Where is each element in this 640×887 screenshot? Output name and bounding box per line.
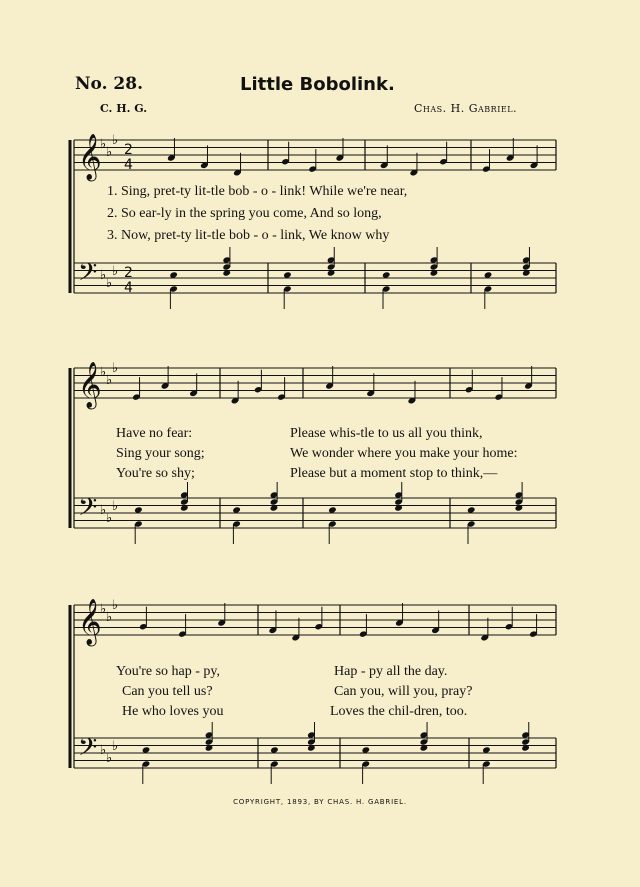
verse-2-line-3a: Can you tell us? bbox=[122, 684, 213, 699]
flat-icon: ♭ bbox=[100, 743, 107, 758]
verse-2-line-2b: We wonder where you make your home: bbox=[290, 446, 518, 461]
verse-1-line-2b: Please whis-tle to us all you think, bbox=[290, 426, 483, 441]
flat-icon: ♭ bbox=[100, 503, 107, 518]
flat-icon: ♭ bbox=[112, 499, 119, 514]
flat-icon: ♭ bbox=[106, 751, 113, 766]
bass-clef-icon: 𝄢 bbox=[78, 258, 98, 293]
flat-icon: ♭ bbox=[112, 264, 119, 279]
flat-icon: ♭ bbox=[106, 610, 113, 625]
flat-icon: ♭ bbox=[106, 145, 113, 160]
treble-clef-icon: 𝄞 bbox=[78, 362, 102, 408]
flat-icon: ♭ bbox=[112, 598, 119, 613]
verse-3-line-3a: He who loves you bbox=[122, 704, 224, 719]
verse-3-line-3b: Loves the chil-dren, too. bbox=[330, 704, 468, 719]
bass-clef-icon: 𝄢 bbox=[78, 733, 98, 768]
treble-clef-icon: 𝄞 bbox=[78, 599, 102, 645]
bass-clef-icon: 𝄢 bbox=[78, 493, 98, 528]
verse-2-line-3b: Can you, will you, pray? bbox=[334, 684, 473, 699]
flat-icon: ♭ bbox=[100, 365, 107, 380]
verse-3-line-2b: Please but a moment stop to think,— bbox=[290, 466, 498, 481]
hymn-number: No. 28. bbox=[75, 74, 143, 94]
flat-icon: ♭ bbox=[112, 361, 119, 376]
flat-icon: ♭ bbox=[106, 511, 113, 526]
lyricist-credit: C. H. G. bbox=[100, 102, 148, 115]
verse-2-line-2a: Sing your song; bbox=[116, 446, 205, 461]
flat-icon: ♭ bbox=[100, 602, 107, 617]
time-signature: 2 bbox=[124, 142, 133, 158]
flat-icon: ♭ bbox=[106, 276, 113, 291]
time-signature: 4 bbox=[124, 157, 133, 173]
verse-2-line-1: 2. So ear-ly in the spring you come, And so long, bbox=[107, 206, 382, 221]
copyright-notice: COPYRIGHT, 1893, BY CHAS. H. GABRIEL. bbox=[233, 798, 407, 806]
verse-1-line-3a: You're so hap - py, bbox=[116, 664, 221, 679]
flat-icon: ♭ bbox=[112, 739, 119, 754]
treble-clef-icon: 𝄞 bbox=[78, 134, 102, 180]
verse-1-line-3b: Hap - py all the day. bbox=[334, 664, 448, 679]
composer-credit: Chas. H. Gabriel. bbox=[414, 102, 518, 115]
time-signature: 2 bbox=[124, 265, 133, 281]
verse-3-line-2a: You're so shy; bbox=[116, 466, 195, 481]
flat-icon: ♭ bbox=[112, 133, 119, 148]
flat-icon: ♭ bbox=[100, 268, 107, 283]
verse-1-line-1: 1. Sing, pret-ty lit-tle bob - o - link! While we're near, bbox=[107, 184, 408, 199]
verse-3-line-1: 3. Now, pret-ty lit-tle bob - o - link, We know why bbox=[107, 228, 390, 243]
flat-icon: ♭ bbox=[106, 373, 113, 388]
hymn-title: Little Bobolink. bbox=[240, 74, 395, 95]
time-signature: 4 bbox=[124, 280, 133, 296]
verse-1-line-2a: Have no fear: bbox=[116, 426, 193, 441]
flat-icon: ♭ bbox=[100, 137, 107, 152]
